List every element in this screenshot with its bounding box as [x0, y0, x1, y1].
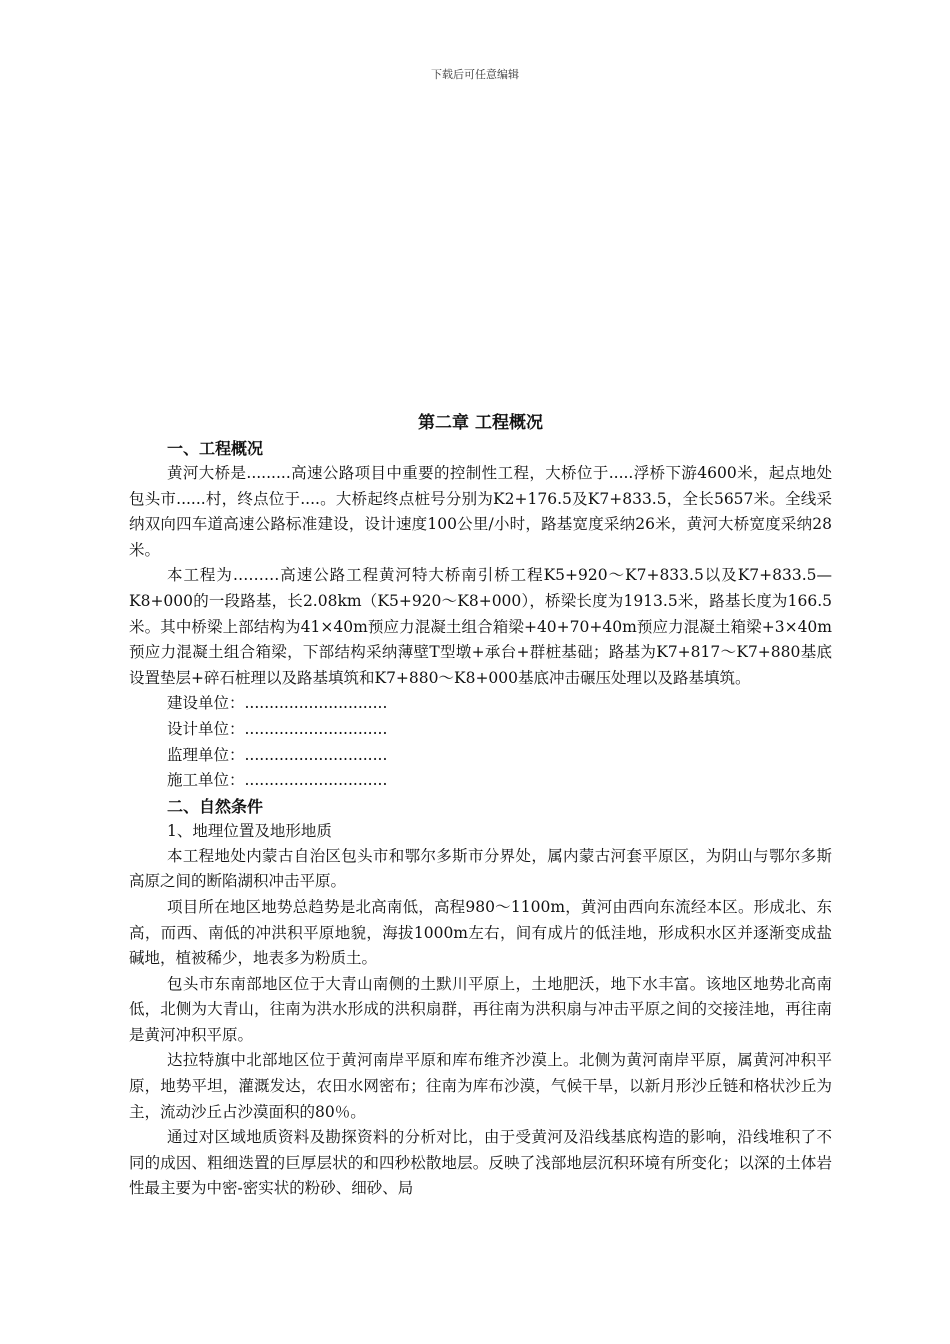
unit-line-design: 设计单位：............................. — [167, 719, 388, 738]
unit-line-construction: 建设单位：............................. — [167, 694, 388, 713]
paragraph: 本工程地处内蒙古自治区包头市和鄂尔多斯市分界处，属内蒙古河套平原区，为阴山与鄂尔多斯高原之间的断陷湖积冲击平原。 — [129, 846, 832, 891]
chapter-title: 第二章 工程概况 — [418, 413, 543, 433]
paragraph: 达拉特旗中北部地区位于黄河南岸平原和库布维齐沙漠上。北侧为黄河南岸平原，属黄河冲积平原，地势平坦，灌溉发达，农田水网密布；往南为库布沙漠，气候干旱，以新月形沙丘链和格状沙丘为主，流动沙丘占沙漠面积的80％。 — [129, 1051, 832, 1121]
subsection-heading-location: 1、地理位置及地形地质 — [167, 821, 332, 840]
page-header: 下载后可任意编辑 — [431, 68, 519, 81]
paragraph: 项目所在地区地势总趋势是北高南低，高程980～1100m，黄河由西向东流经本区。形成北、东高，而西、南低的冲洪积平原地貌，海拔1000m左右，间有成片的低洼地，形成积水区并逐渐变成盐碱地，植被稀少，地表多为粉质土。 — [129, 897, 832, 968]
document-body — [129, 410, 832, 1202]
paragraph: 通过对区域地质资料及勘探资料的分析对比，由于受黄河及沿线基底构造的影响，沿线堆积了不同的成因、粗细迭置的巨厚层状的和四秒松散地层。反映了浅部地层沉积环境有所变化；以深的土体岩性最主要为中密-密实状的粉砂、细砂、局 — [129, 1128, 832, 1198]
paragraph: 包头市东南部地区位于大青山南侧的土默川平原上，土地肥沃，地下水丰富。该地区地势北高南低，北侧为大青山，往南为洪水形成的洪积扇群，再往南为洪积扇与冲击平原之间的交接洼地，再往南是黄河冲积平原。 — [129, 974, 832, 1044]
section-heading-overview: 一、工程概况 — [167, 439, 264, 458]
unit-line-contractor: 施工单位：............................. — [167, 771, 388, 790]
paragraph: 本工程为………高速公路工程黄河特大桥南引桥工程K5+920～K7+833.5以及K7+833.5—K8+000的一段路基，长2.08km（K5+920～K8+000），桥梁长度为1913.5米，路基长度为166.5米。其中桥梁上部结构为41×40m预应力混凝土组合箱梁+40+70+40m预应力混凝土箱梁+3×40m预应力混凝土组合箱梁，下部结构采纳薄壁T型墩+承台+群桩基础；路基为K7+817～K7+880基底设置垫层+碎石桩理以及路基填筑和K7+880～K8+000基底冲击碾压处理以及路基填筑。 — [129, 566, 832, 687]
unit-line-supervision: 监理单位：............................. — [167, 745, 388, 764]
section-heading-natural-conditions: 二、自然条件 — [167, 796, 264, 816]
paragraph: 黄河大桥是.........高速公路项目中重要的控制性工程，大桥位于.....浮桥下游4600米，起点地处包头市......村，终点位于....。大桥起终点桩号分别为K2+176.5及K7+833.5，全长5657米。全线采纳双向四车道高速公路标准建设，设计速度100公里/小时，路基宽度采纳26米，黄河大桥宽度采纳28米。 — [129, 464, 832, 559]
